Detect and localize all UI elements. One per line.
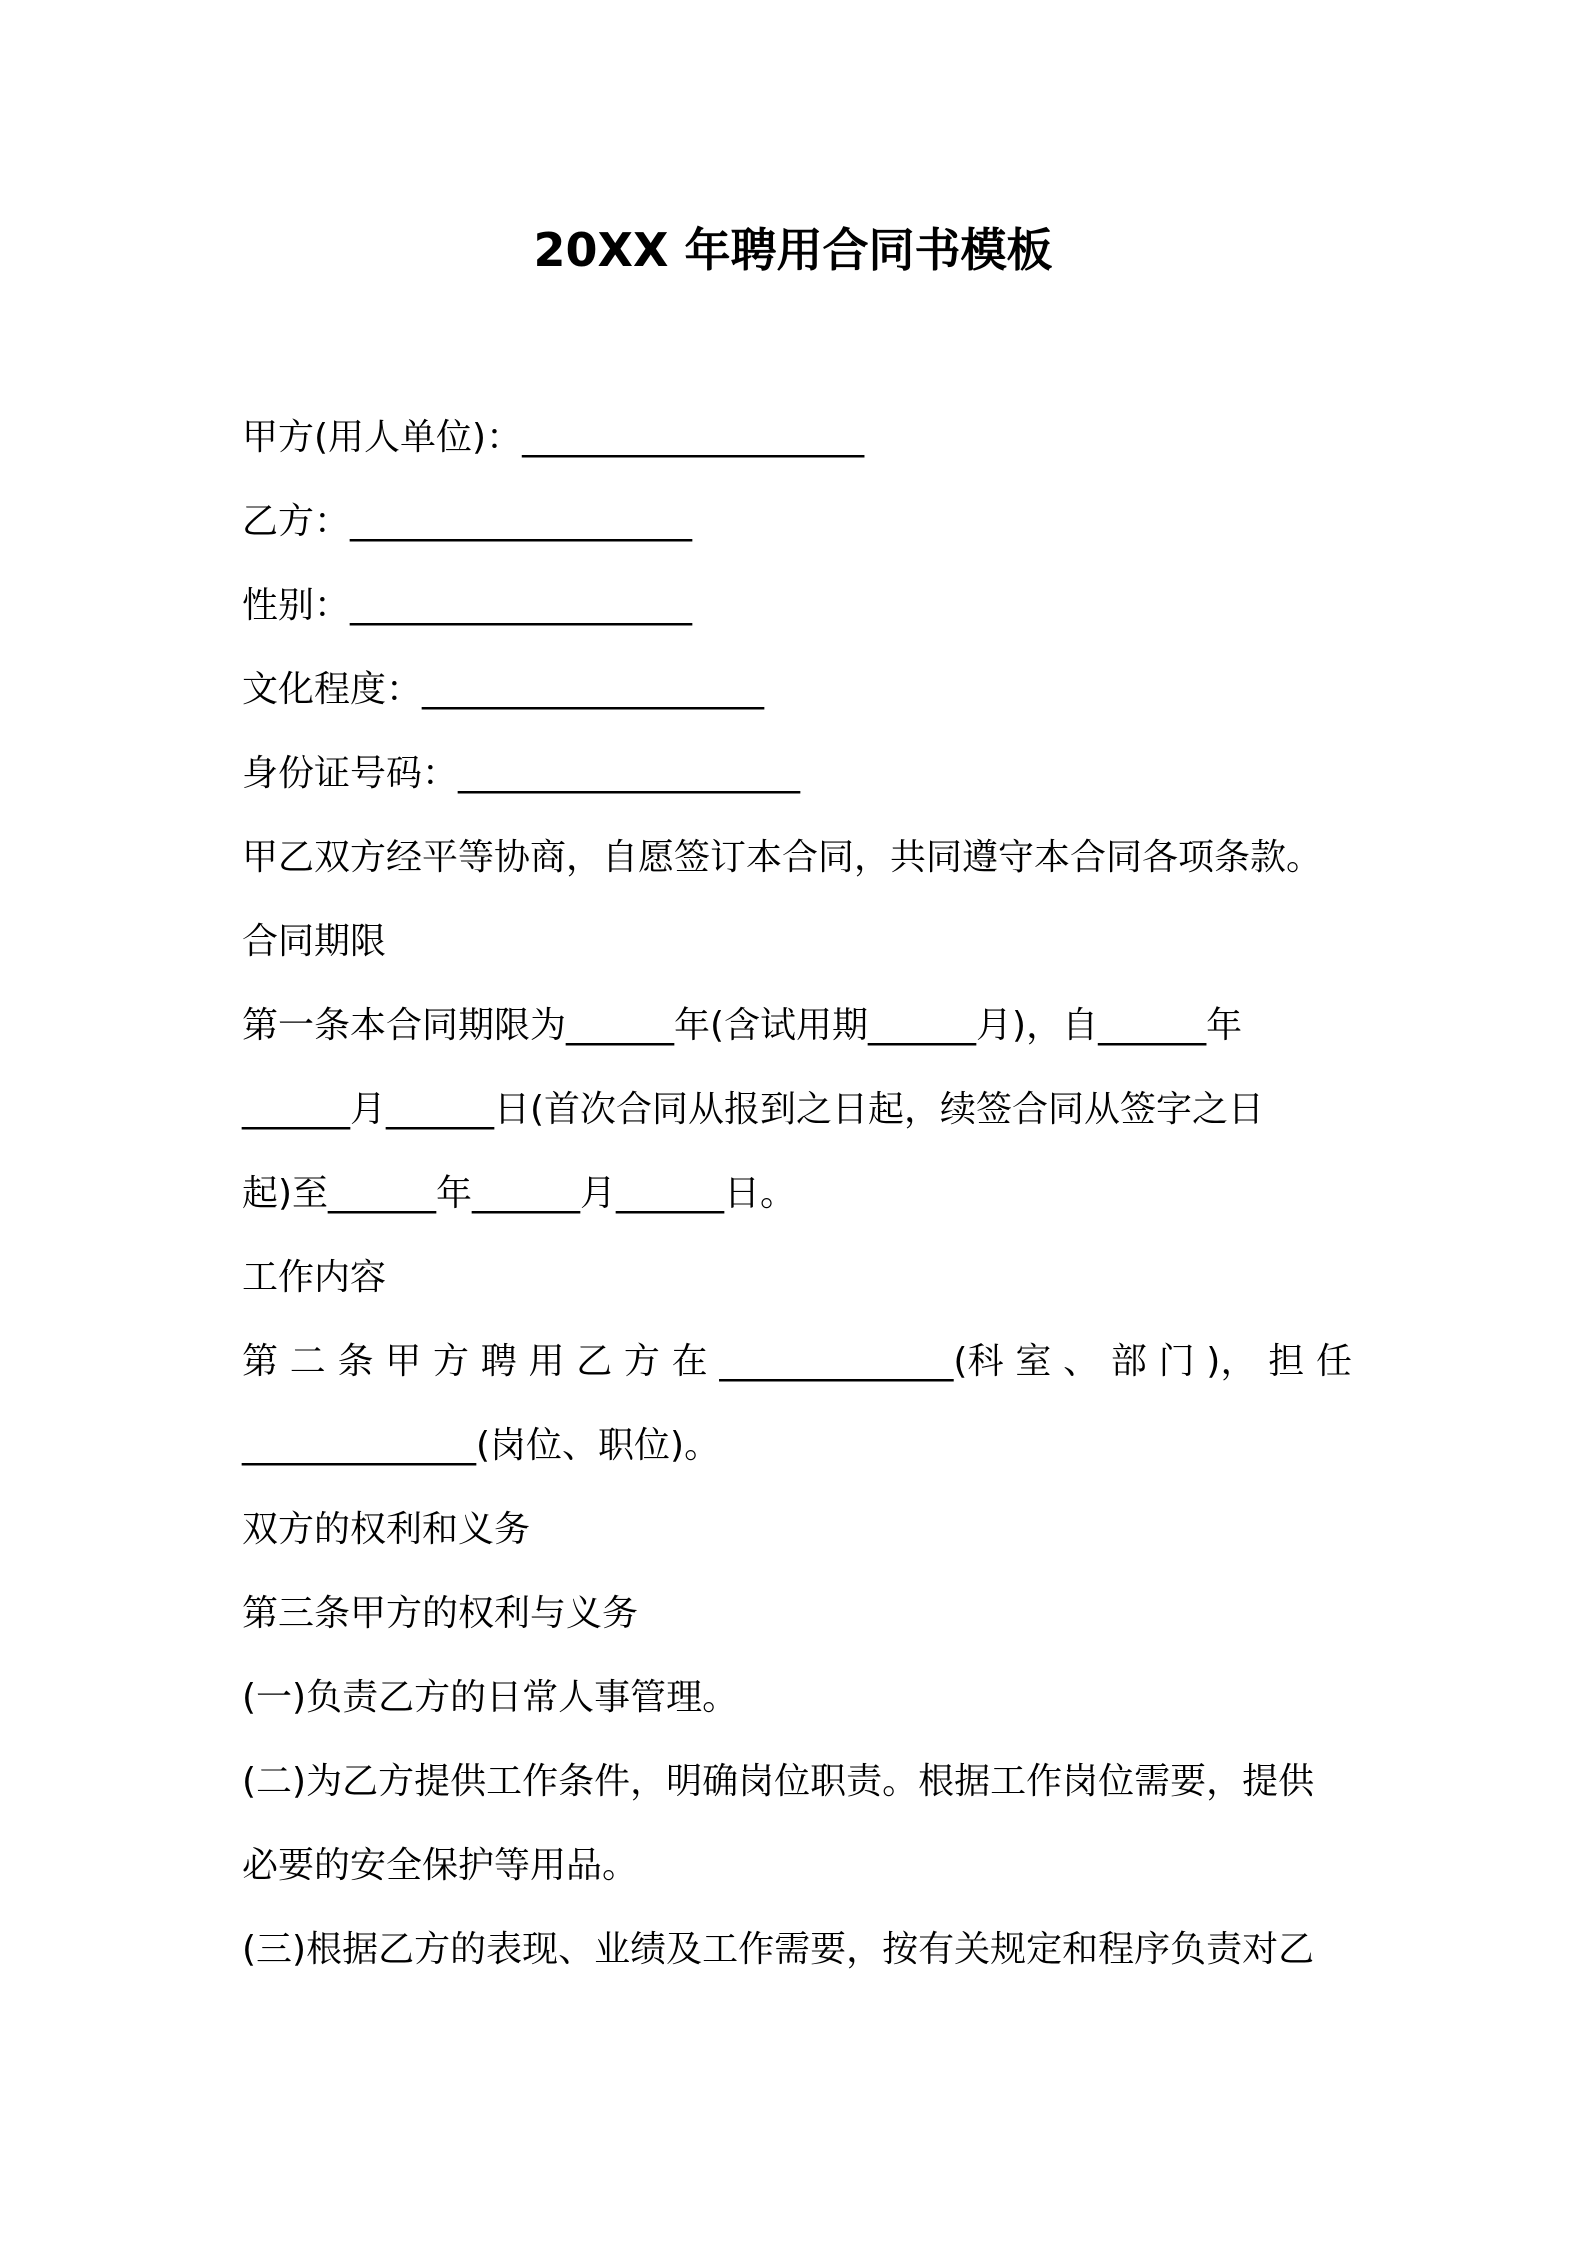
id-number-field: 身份证号码：___________________ xyxy=(242,753,801,794)
article-3-item-1: (一)负责乙方的日常人事管理。 xyxy=(242,1677,739,1718)
article-3-item-3-line-1: (三)根据乙方的表现、业绩及工作需要，按有关规定和程序负责对乙 xyxy=(242,1929,1315,1970)
party-a-field: 甲方(用人单位)：___________________ xyxy=(242,417,865,458)
section-heading-rights: 双方的权利和义务 xyxy=(242,1509,531,1550)
article-3-heading: 第三条甲方的权利与义务 xyxy=(242,1593,639,1634)
section-heading-work: 工作内容 xyxy=(242,1257,387,1298)
party-b-field: 乙方：___________________ xyxy=(242,501,693,542)
agreement-intro: 甲乙双方经平等协商，自愿签订本合同，共同遵守本合同各项条款。 xyxy=(242,837,1323,878)
document-title: 20XX 年聘用合同书模板 xyxy=(533,223,1053,277)
article-2-line-1: 第 二 条 甲 方 聘 用 乙 方 在 _____________(科 室 、 部 门 )， 担 任 xyxy=(242,1341,1352,1382)
article-1-line-2: ______月______日(首次合同从报到之日起，续签合同从签字之日 xyxy=(242,1089,1265,1130)
article-1-line-3: 起)至______年______月______日。 xyxy=(242,1173,797,1214)
gender-field: 性别：___________________ xyxy=(242,585,693,626)
article-3-item-2-line-2: 必要的安全保护等用品。 xyxy=(242,1845,639,1886)
article-1-line-1: 第一条本合同期限为______年(含试用期______月)，自______年 xyxy=(242,1005,1243,1046)
article-3-item-2-line-1: (二)为乙方提供工作条件，明确岗位职责。根据工作岗位需要，提供 xyxy=(242,1761,1315,1802)
section-heading-term: 合同期限 xyxy=(242,921,387,962)
education-field: 文化程度：___________________ xyxy=(242,669,765,710)
article-2-line-2: _____________(岗位、职位)。 xyxy=(242,1425,721,1466)
